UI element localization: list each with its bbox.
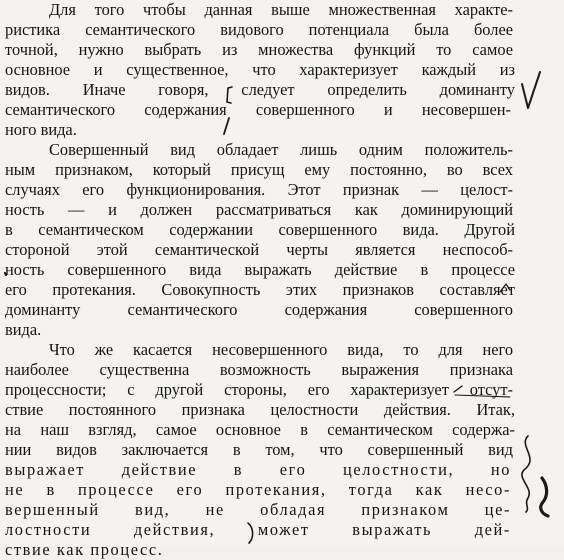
- tick-mark: [454, 386, 462, 392]
- text-line: Для того чтобы данная выше множественная характе-: [49, 0, 514, 19]
- text-line: на наш взгляд, самое основное в семантическом содержа-: [5, 420, 515, 439]
- underline-mark: [455, 395, 510, 397]
- text-line: ристика семантического видового потенциала была более: [5, 20, 513, 39]
- text-line: ным признаком, который присущ ему постоянно, во всех: [5, 160, 513, 179]
- slash-mark: [224, 118, 229, 134]
- hook-mark: [500, 284, 510, 292]
- text-line: семантического содержания совершенного и несовершен-: [5, 100, 512, 119]
- closing-bracket-mark: [248, 523, 253, 543]
- text-line: нии видов заключается в том, что совершенный вид: [5, 440, 513, 459]
- text-line: ствие постоянного признака целостности действия. Итак,: [5, 400, 515, 419]
- text-line: Совершенный вид обладает лишь одним положитель-: [49, 140, 513, 159]
- margin-bold-mark: [541, 478, 548, 516]
- text-line: стороной этой семантической черты является неспособ-: [5, 240, 514, 259]
- text-line: случаях его функционирования. Этот признак — целост-: [5, 180, 513, 199]
- bracket-mark: [227, 87, 232, 103]
- text-line: ность — и должен рассматриваться как доминирующий: [5, 200, 514, 219]
- margin-brace: [522, 436, 530, 512]
- check-mark: [522, 72, 540, 108]
- text-line: видов. Иначе говоря, следует определить доминанту: [5, 80, 515, 99]
- text-line: доминанту семантического содержания совершенного: [5, 300, 513, 319]
- text-line: ного вида.: [5, 120, 77, 139]
- text-line: его протекания. Совокупность этих признаков составляет: [5, 280, 515, 299]
- text-line-spaced: не в процессе его протекания, тогда как несо-: [5, 480, 512, 499]
- text-line: Что же касается несовершенного вида, то для него: [49, 340, 514, 359]
- text-line: процессности; с другой стороны, его характеризует отсут-: [5, 380, 513, 399]
- text-line-spaced: выражает действие в его целостности, но: [5, 460, 511, 479]
- text-line-spaced: ствие как процесс.: [5, 540, 164, 559]
- text-line-spaced: лостности действия, может выражать дей-: [5, 520, 511, 539]
- dot-mark: [5, 273, 6, 275]
- text-line: точной, нужно выбрать из множества функций то самое: [5, 40, 514, 59]
- text-line: наиболее существенна возможность выражения признака: [5, 360, 514, 379]
- text-line-spaced: вершенный вид, не обладая признаком це-: [5, 500, 512, 519]
- text-line: вида.: [5, 320, 42, 339]
- text-line: ность совершенного вида выражать действие в процессе: [5, 260, 515, 279]
- text-line: основное и существенное, что характеризует каждый из: [5, 60, 516, 79]
- text-line: в семантическом содержании совершенного вида. Другой: [5, 220, 516, 239]
